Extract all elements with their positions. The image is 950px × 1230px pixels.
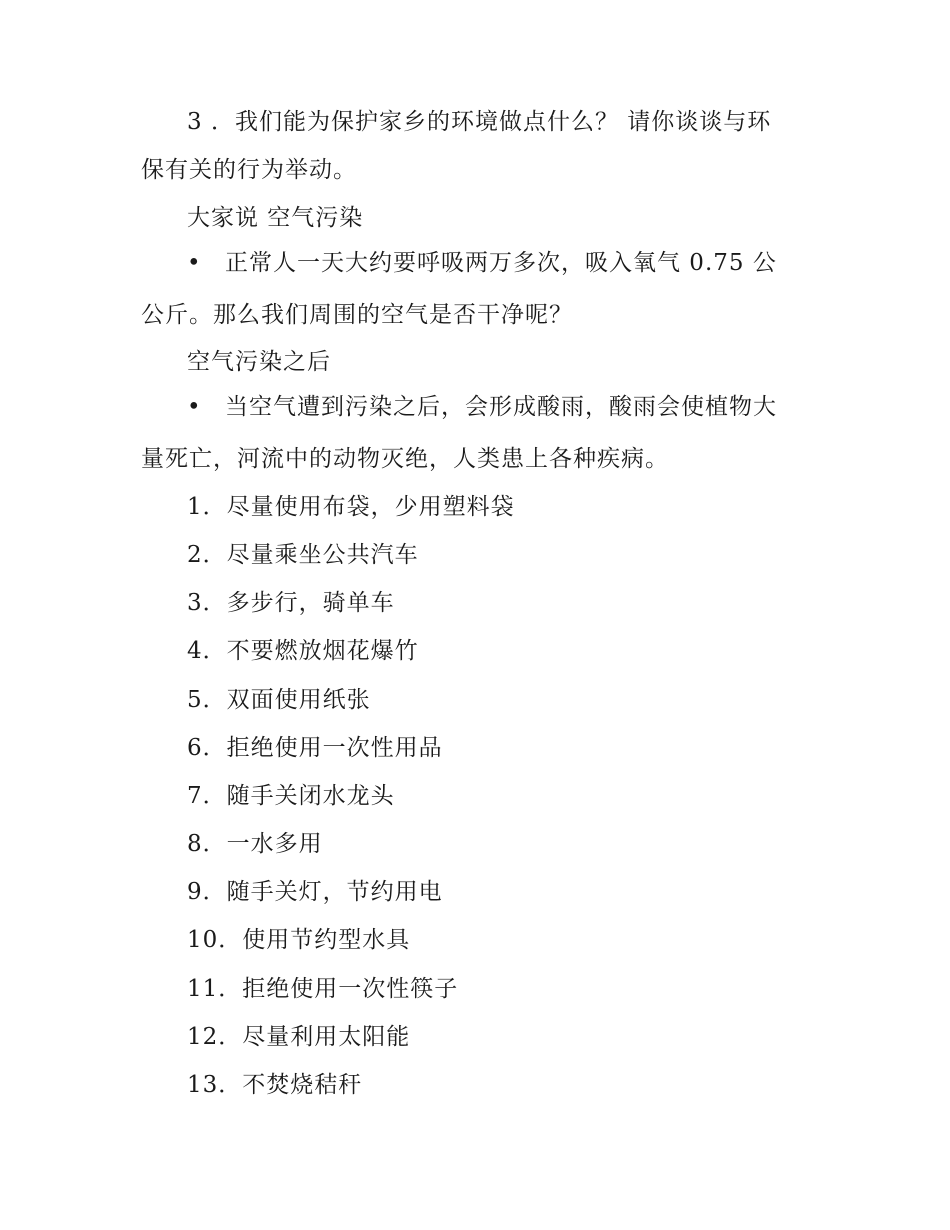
section-heading-after-pollution: 空气污染之后 — [187, 349, 331, 375]
list-item: 11．拒绝使用一次性筷子 — [187, 976, 459, 1002]
section-heading-air-pollution: 大家说 空气污染 — [187, 205, 364, 231]
list-item: 1．尽量使用布袋，少用塑料袋 — [187, 494, 515, 520]
list-item: 5．双面使用纸张 — [187, 687, 371, 713]
list-item: 9．随手关灯，节约用电 — [187, 879, 443, 905]
list-item: 7．随手关闭水龙头 — [187, 783, 395, 809]
list-item: 10．使用节约型水具 — [187, 927, 411, 953]
list-item: 4．不要燃放烟花爆竹 — [187, 638, 419, 664]
bullet-paragraph-2-line-2: 量死亡，河流中的动物灭绝，人类患上各种疾病。 — [141, 446, 669, 472]
question-line-1: 3 ．我们能为保护家乡的环境做点什么？ 请你谈谈与环 — [187, 109, 772, 135]
list-item: 3．多步行，骑单车 — [187, 590, 395, 616]
list-item: 13．不焚烧秸秆 — [187, 1072, 363, 1098]
bullet-paragraph-2-line-1 — [187, 392, 777, 422]
bullet-paragraph-1-line-2: 公斤。那么我们周围的空气是否干净呢？ — [141, 302, 573, 328]
list-item: 6．拒绝使用一次性用品 — [187, 735, 443, 761]
question-line-2: 保有关的行为举动。 — [141, 157, 357, 183]
bullet-paragraph-1-line-1 — [187, 248, 777, 278]
bullet-point: • — [187, 250, 202, 276]
paragraph-text: 当空气遭到污染之后，会形成酸雨，酸雨会使植物大 — [225, 394, 777, 420]
bullet-point: • — [187, 394, 202, 420]
list-item: 8．一水多用 — [187, 831, 323, 857]
list-item: 12．尽量利用太阳能 — [187, 1024, 411, 1050]
paragraph-text: 正常人一天大约要呼吸两万多次，吸入氧气 0.75 公 — [225, 250, 777, 276]
list-item: 2．尽量乘坐公共汽车 — [187, 542, 419, 568]
